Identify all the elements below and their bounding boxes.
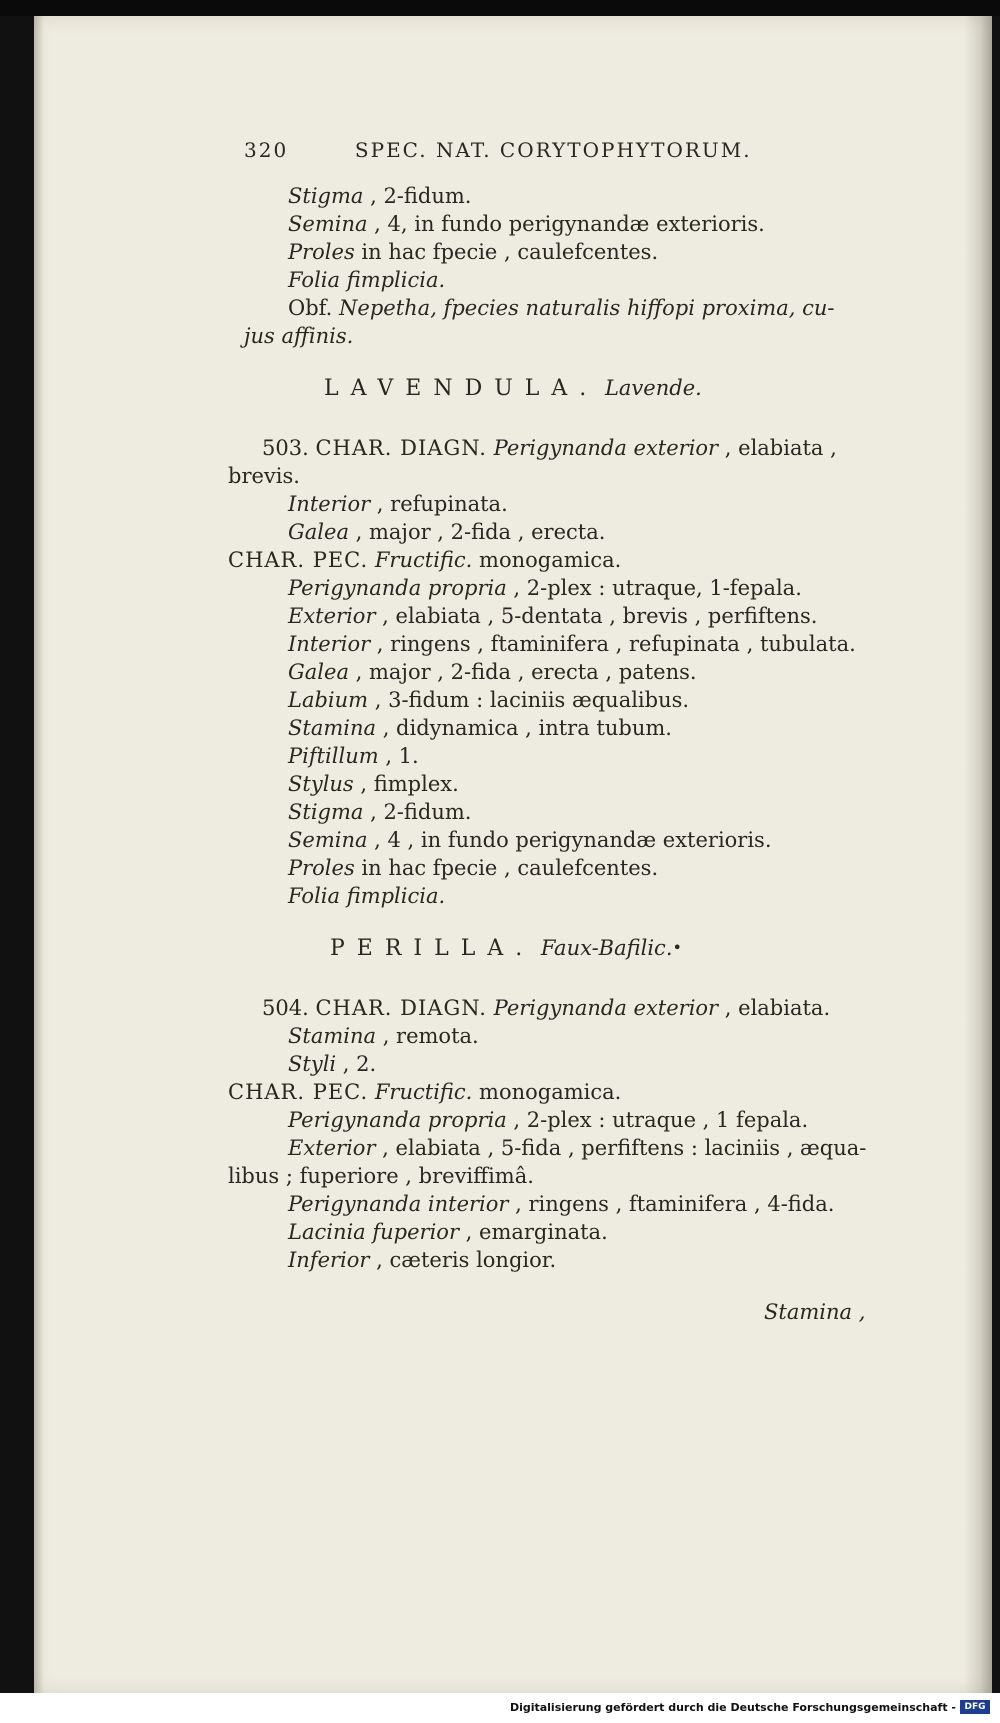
observation-line: Obf. Nepetha, fpecies naturalis hiffopi proxima, cu- (288, 296, 835, 320)
text-line: libus ; fuperiore , breviffimâ. (228, 1164, 534, 1188)
dfg-logo: DFG (960, 1700, 990, 1714)
text-line: Labium , 3-fidum : laciniis æqualibus. (288, 688, 690, 712)
digitization-footer (0, 1693, 1000, 1723)
diagnosis-line: 504. CHAR. DIAGN. Perigynanda exterior , elabiata. (262, 996, 831, 1020)
text-line: Perigynanda interior , ringens , ftaminifera , 4-fida. (288, 1192, 835, 1216)
text-line: Perigynanda propria , 2-plex : utraque , 1 fepala. (288, 1108, 809, 1132)
text-line: Folia fimplicia. (288, 268, 446, 292)
page-number: 320 (244, 138, 289, 162)
book-page (34, 16, 992, 1693)
text-line: Styli , 2. (288, 1052, 377, 1076)
text-line: Lacinia fuperior , emarginata. (288, 1220, 608, 1244)
text-line: Folia fimplicia. (288, 884, 446, 908)
diagnosis-line: 503. CHAR. DIAGN. Perigynanda exterior , elabiata , (262, 436, 837, 460)
catchword: Stamina , (764, 1300, 866, 1324)
text-line: Piftillum , 1. (288, 744, 419, 768)
text-line: Interior , refupinata. (288, 492, 508, 516)
text-line: Proles in hac fpecie , caulefcentes. (288, 856, 659, 880)
page-left-shade (34, 16, 44, 1693)
text-line: Galea , major , 2-fida , erecta. (288, 520, 606, 544)
page-gutter-shade (964, 16, 992, 1693)
text-line: Stigma , 2-fidum. (288, 800, 472, 824)
text-line: Inferior , cæteris longior. (288, 1248, 557, 1272)
text-line: jus affinis. (244, 324, 354, 348)
text-line: Semina , 4, in fundo perigynandæ exterioris. (288, 212, 765, 236)
char-line: CHAR. PEC. Fructific. monogamica. (228, 548, 622, 572)
char-line: CHAR. PEC. Fructific. monogamica. (228, 1080, 622, 1104)
text-line: Exterior , elabiata , 5-fida , perfiftens : laciniis , æqua- (288, 1136, 867, 1160)
running-header (244, 136, 752, 164)
text-line: Perigynanda propria , 2-plex : utraque, 1-fepala. (288, 576, 802, 600)
ink-dot-mark: • (672, 938, 682, 957)
genus-name: LAVENDULA. (324, 376, 599, 401)
scan-top-edge (0, 0, 1000, 16)
running-title: SPEC. NAT. CORYTOPHYTORUM. (354, 138, 752, 162)
text-line: Stylus , fimplex. (288, 772, 459, 796)
text-line: brevis. (228, 464, 300, 488)
text-line: Proles in hac fpecie , caulefcentes. (288, 240, 659, 264)
text-line: Semina , 4 , in fundo perigynandæ exterioris. (288, 828, 772, 852)
text-line: Stigma , 2-fidum. (288, 184, 472, 208)
vernacular-name: Lavende. (604, 376, 702, 400)
text-line: Interior , ringens , ftaminifera , refupinata , tubulata. (288, 632, 856, 656)
text-line: Galea , major , 2-fida , erecta , patens. (288, 660, 697, 684)
genus-heading (324, 374, 702, 403)
genus-heading (330, 934, 682, 963)
funding-credit: Digitalisierung gefördert durch die Deutsche Forschungsgemeinschaft - (509, 1701, 956, 1714)
vernacular-name: Faux-Bafilic. (540, 936, 673, 960)
text-line: Exterior , elabiata , 5-dentata , brevis , perfiftens. (288, 604, 818, 628)
text-line: Stamina , didynamica , intra tubum. (288, 716, 672, 740)
genus-name: PERILLA. (330, 936, 535, 961)
text-line: Stamina , remota. (288, 1024, 479, 1048)
